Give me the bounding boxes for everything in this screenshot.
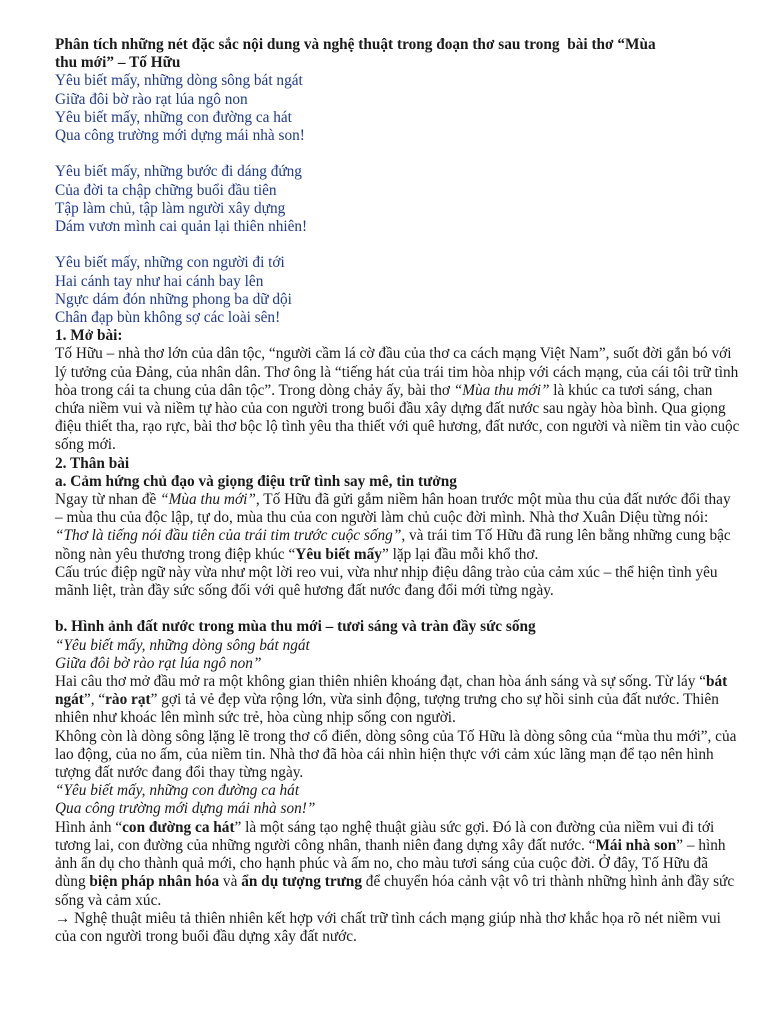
stanza-gap	[55, 236, 742, 254]
poem-line: Chân đạp bùn không sợ các loài sên!	[55, 309, 281, 327]
subsection-heading-a: a. Cảm hứng chủ đạo và giọng điệu trữ tình say mê, tin tưởng	[55, 472, 457, 490]
document-title-line-1: Phân tích những nét đặc sắc nội dung và nghệ thuật trong đoạn thơ sau trong bài thơ “Mùa	[55, 36, 656, 53]
quote-line: “Yêu biết mấy, những dòng sông bát ngát	[55, 636, 310, 654]
poem-stanza-2	[55, 163, 742, 236]
intro-paragraph: Tố Hữu – nhà thơ lớn của dân tộc, “người cầm lá cờ đầu của thơ ca cách mạng Việt Nam”, suốt đời gắn bó với lý tưởng của Đảng, của nhân dân. Thơ ông là “tiếng hát của trái tim hòa nhịp với cách mạng, của cái tôi trữ tình hòa trong cái ta chung của dân tộc”. Trong dòng chảy ấy, bài thơ “Mùa thu mới” là khúc ca tươi sáng, chan chứa niềm vui và niềm tự hào của con người trong buổi đầu xây dựng đất nước sau ngày hòa bình. Qua giọng điệu thiết tha, rạo rực, bài thơ bộc lộ tình yêu tha thiết với quê hương, đất nước, con người và niềm tin vào cuộc sống mới.	[55, 345, 740, 454]
poem-line: Giữa đôi bờ rào rạt lúa ngô non	[55, 90, 248, 108]
poem-line: Của đời ta chập chững buổi đầu tiên	[55, 181, 277, 199]
poem-line: Yêu biết mấy, những dòng sông bát ngát	[55, 72, 303, 90]
stanza-gap	[55, 145, 742, 163]
poem-line: Yêu biết mấy, những con đường ca hát	[55, 108, 292, 126]
body-paragraph-a1: Ngay từ nhan đề “Mùa thu mới”, Tố Hữu đã gửi gắm niềm hân hoan trước một mùa thu của đất nước đổi thay – mùa thu của độc lập, tự do, mùa thu của con người làm chủ cuộc đời mình. Nhà thơ Xuân Diệu từng nói: “Thơ là tiếng nói đầu tiên của trái tim trước cuộc sống”, và trái tim Tố Hữu đã rung lên bằng những cung bậc nồng nàn yêu thương trong điệp khúc “Yêu biết mấy” lặp lại đầu mỗi khổ thơ.	[55, 491, 731, 563]
poem-stanza-1	[55, 72, 742, 145]
poem-line: Tập làm chủ, tập làm người xây dựng	[55, 199, 286, 217]
quote-line: “Yêu biết mấy, những con đường ca hát	[55, 782, 300, 800]
poem-stanza-3	[55, 254, 742, 327]
poem-line: Ngực dám đón những phong ba dữ dội	[55, 290, 292, 308]
poem-line: Qua công trường mới dựng mái nhà son!	[55, 127, 305, 145]
poem-line: Hai cánh tay như hai cánh bay lên	[55, 272, 264, 290]
body-paragraph-b1: Hai câu thơ mở đầu mở ra một không gian thiên nhiên khoáng đạt, chan hòa ánh sáng và sự sống. Từ láy “bát ngát”, “rào rạt” gợi tả vẻ đẹp vừa rộng lớn, vừa sinh động, tượng trưng cho sự hồi sinh của đất nước. Thiên nhiên như khoác lên mình sức trẻ, hòa cùng nhịp sống con người.	[55, 673, 728, 727]
body-paragraph-b3: Hình ảnh “con đường ca hát” là một sáng tạo nghệ thuật giàu sức gợi. Đó là con đường của niềm vui đi tới tương lai, con đường của những người công nhân, thanh niên đang dựng xây đất nước. “Mái nhà son” – hình ảnh ẩn dụ cho thành quả mới, cho hạnh phúc và ấm no, cho màu tươi sáng của cuộc đời. Ở đây, Tố Hữu đã dùng biện pháp nhân hóa và ẩn dụ tượng trưng để chuyển hóa cảnh vật vô tri thành những hình ảnh đầy sức sống và cảm xúc.	[55, 818, 735, 909]
quote-line: Giữa đôi bờ rào rạt lúa ngô non”	[55, 654, 262, 672]
section-heading-intro: 1. Mở bài:	[55, 327, 123, 345]
document-title-line-2: thu mới” – Tố Hữu	[55, 54, 181, 72]
paragraph-gap	[55, 600, 742, 618]
body-paragraph-b4: → Nghệ thuật miêu tả thiên nhiên kết hợp với chất trữ tình cách mạng giúp nhà thơ khắc họa rõ nét niềm vui của con người trong buổi đầu dựng xây đất nước.	[55, 909, 721, 945]
body-paragraph-a2: Cấu trúc điệp ngữ này vừa như một lời reo vui, vừa như nhịp điệu dâng trào của cảm xúc – thể hiện tình yêu mãnh liệt, tràn đầy sức sống đối với quê hương đất nước đang đổi mới từng ngày.	[55, 563, 718, 600]
poem-line: Dám vươn mình cai quản lại thiên nhiên!	[55, 218, 308, 236]
poem-line: Yêu biết mấy, những bước đi dáng đứng	[55, 163, 302, 181]
quote-line: Qua công trường mới dựng mái nhà son!”	[55, 800, 316, 818]
subsection-heading-b: b. Hình ảnh đất nước trong mùa thu mới – tươi sáng và tràn đầy sức sống	[55, 618, 536, 636]
body-paragraph-b2: Không còn là dòng sông lặng lẽ trong thơ cổ điển, dòng sông của Tố Hữu là dòng sông của “mùa thu mới”, của lao động, của no ấm, của niềm tin. Nhà thơ đã hòa cái nhìn hiện thực với cảm xúc lãng mạn để tạo nên hình tượng đất nước đang đổi thay từng ngày.	[55, 727, 737, 782]
poem-line: Yêu biết mấy, những con người đi tới	[55, 254, 285, 272]
section-heading-body: 2. Thân bài	[55, 454, 130, 472]
